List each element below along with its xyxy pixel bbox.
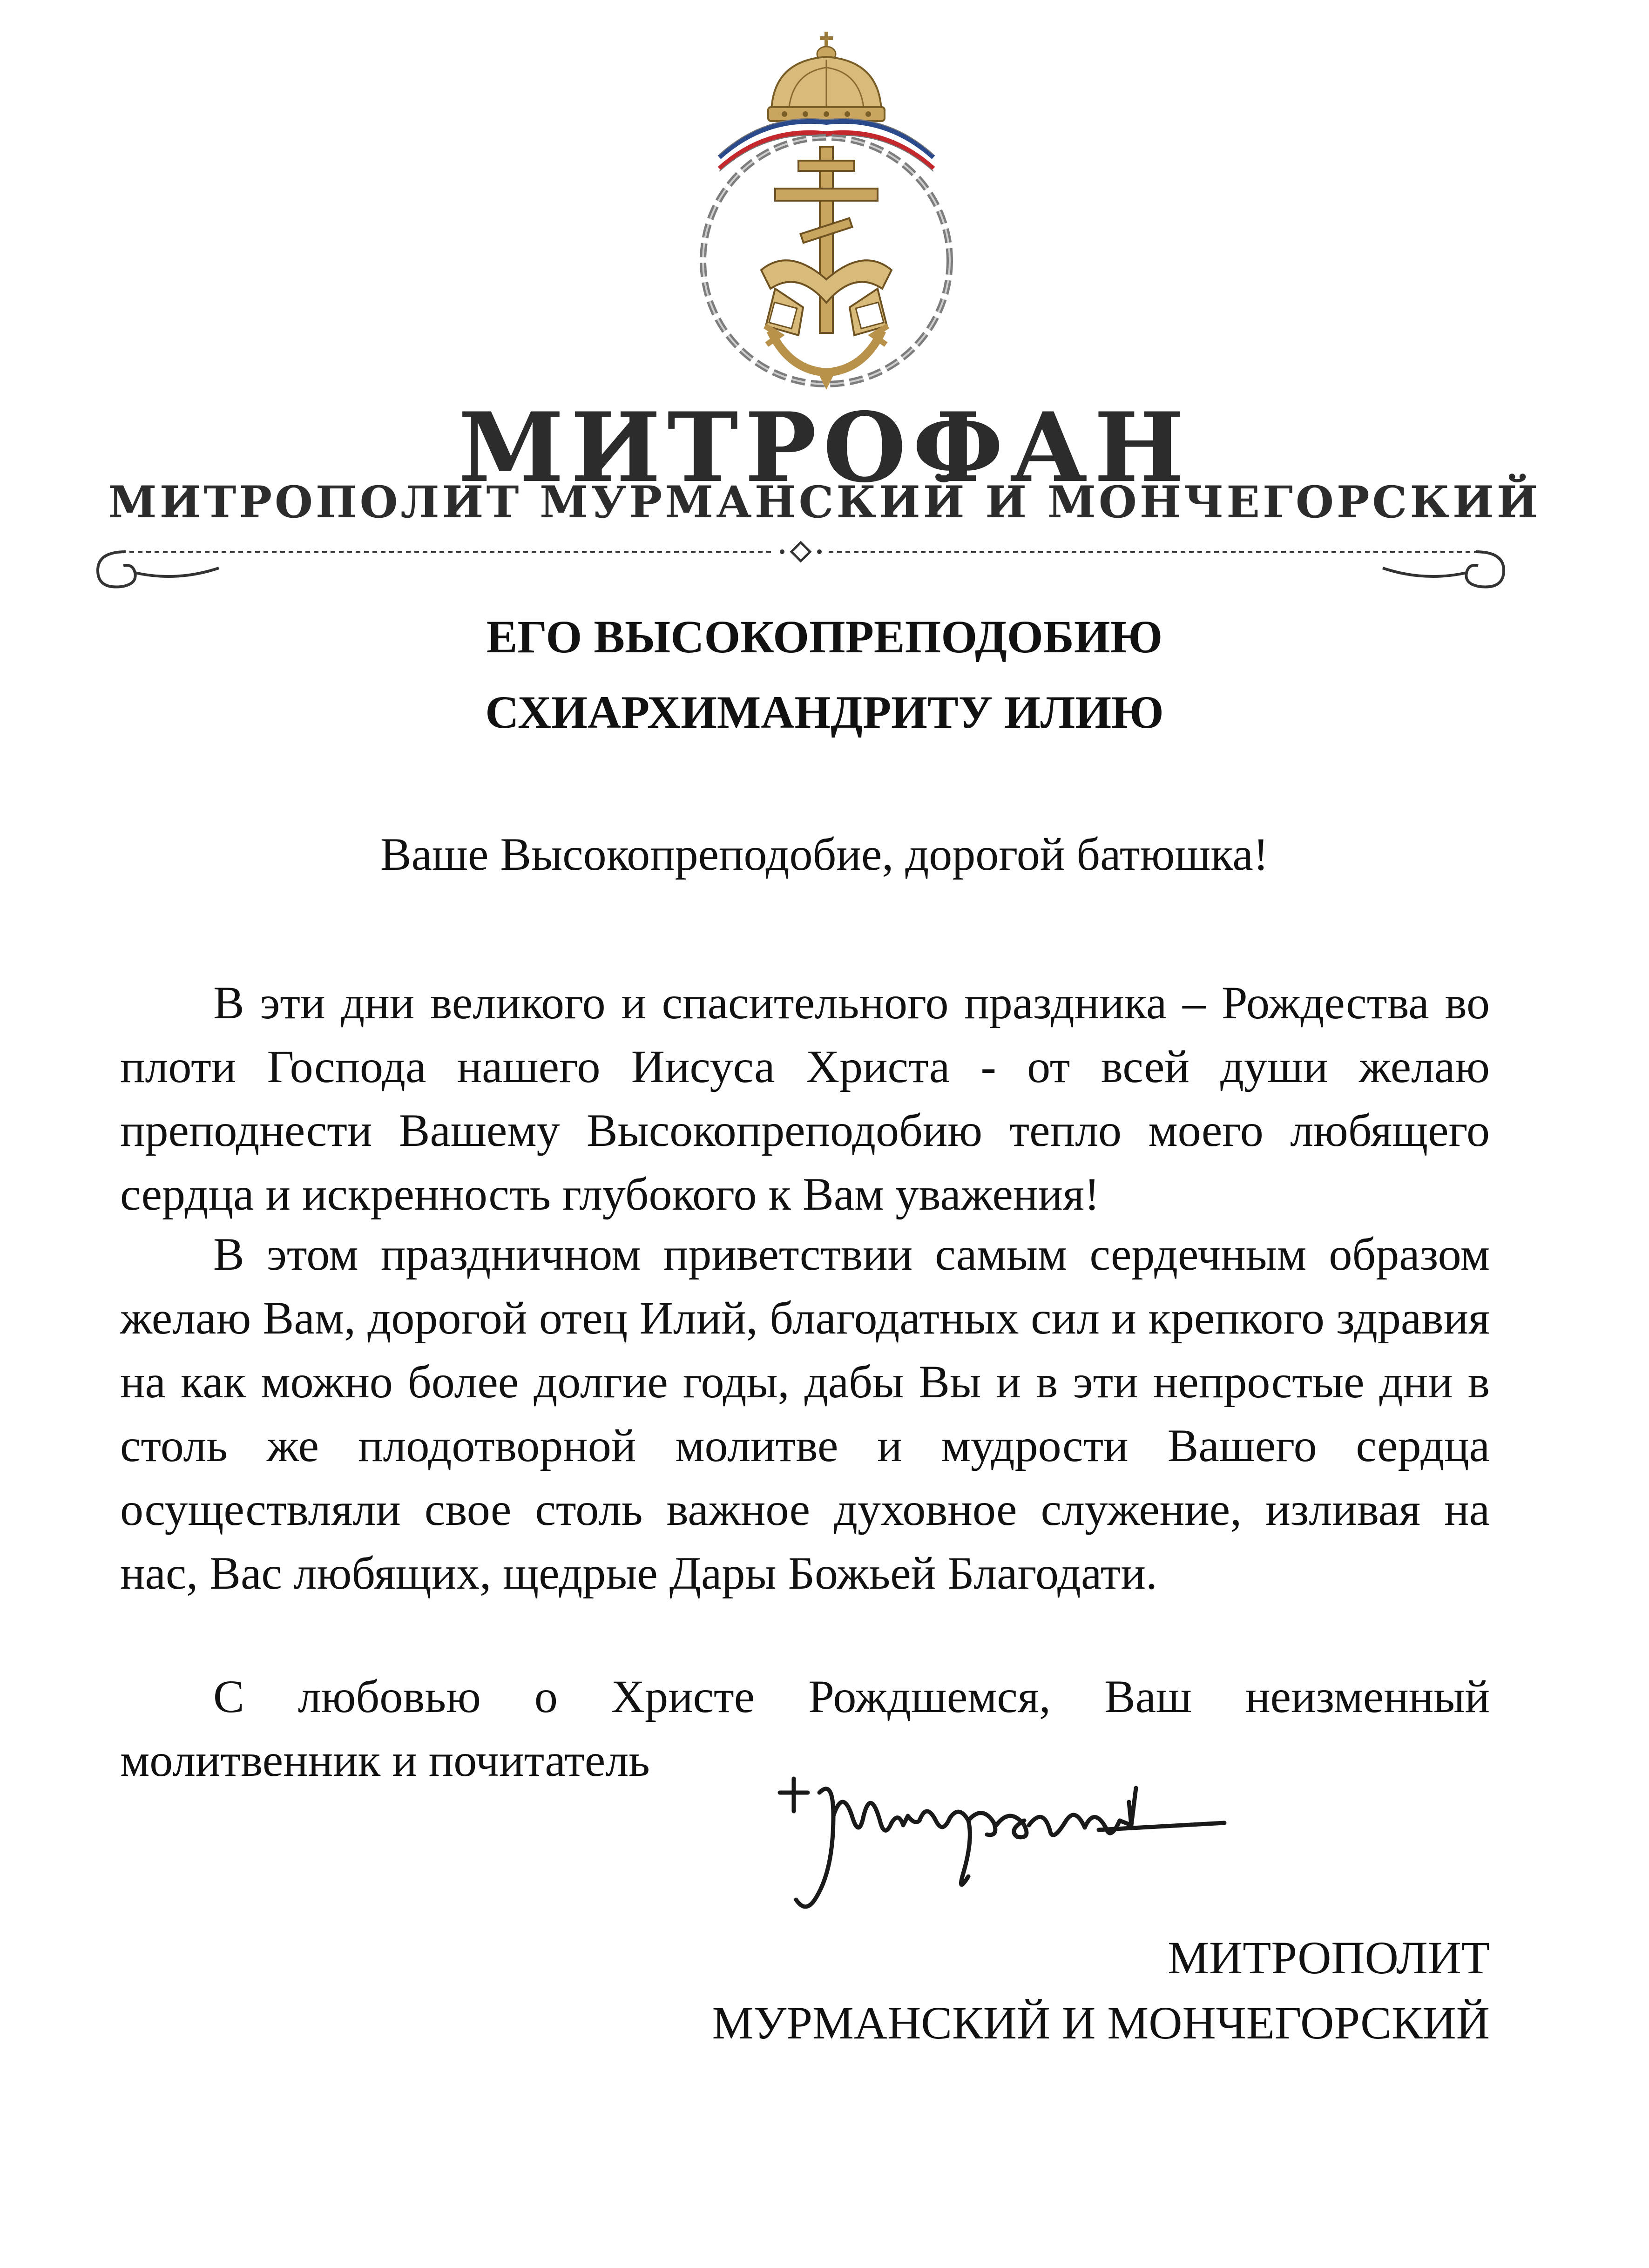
coat-of-arms-emblem xyxy=(649,28,1003,400)
ornamental-divider xyxy=(84,535,1518,596)
salutation: Ваше Высокопреподобие, дорогой батюшка! xyxy=(380,828,1269,880)
addressee-line-2: СХИАРХИМАНДРИТУ ИЛИЮ xyxy=(485,686,1164,738)
body-paragraph-3: С любовью о Христе Рождшемся, Ваш неизменный молитвенник и почитатель xyxy=(120,1671,1490,1786)
body-paragraph-1: В эти дни великого и спасительного праздника – Рождества во плоти Господа нашего Иисуса Христа - от всей души желаю преподнести Вашему Высокопреподобию тепло моего любящего сердца и искренность глубокого к Вам уважения! xyxy=(120,977,1490,1220)
handwritten-signature xyxy=(764,1760,1238,1937)
body-paragraph-2: В этом праздничном приветствии самым сердечным образом желаю Вам, дорогой отец Илий, благодатных сил и крепкого здравия на как можно более долгие годы, дабы Вы и в эти непростые дни в столь же плодотворной молитве и мудрости Вашего сердца осуществляли свое столь важное духовное служение, изливая на нас, Вас любящих, щедрые Дары Божьей Благодати. xyxy=(120,1228,1490,1599)
signatory-title-line-1: МИТРОПОЛИТ xyxy=(1168,1932,1490,1984)
letterhead-title: МИТРОПОЛИТ МУРМАНСКИЙ И МОНЧЕГОРСКИЙ xyxy=(108,477,1541,528)
addressee-line-1: ЕГО ВЫСОКОПРЕПОДОБИЮ xyxy=(486,611,1163,663)
crown-icon xyxy=(768,32,885,121)
letterhead-name: МИТРОФАН xyxy=(458,392,1191,504)
signatory-title-line-2: МУРМАНСКИЙ И МОНЧЕГОРСКИЙ xyxy=(712,1997,1490,2049)
